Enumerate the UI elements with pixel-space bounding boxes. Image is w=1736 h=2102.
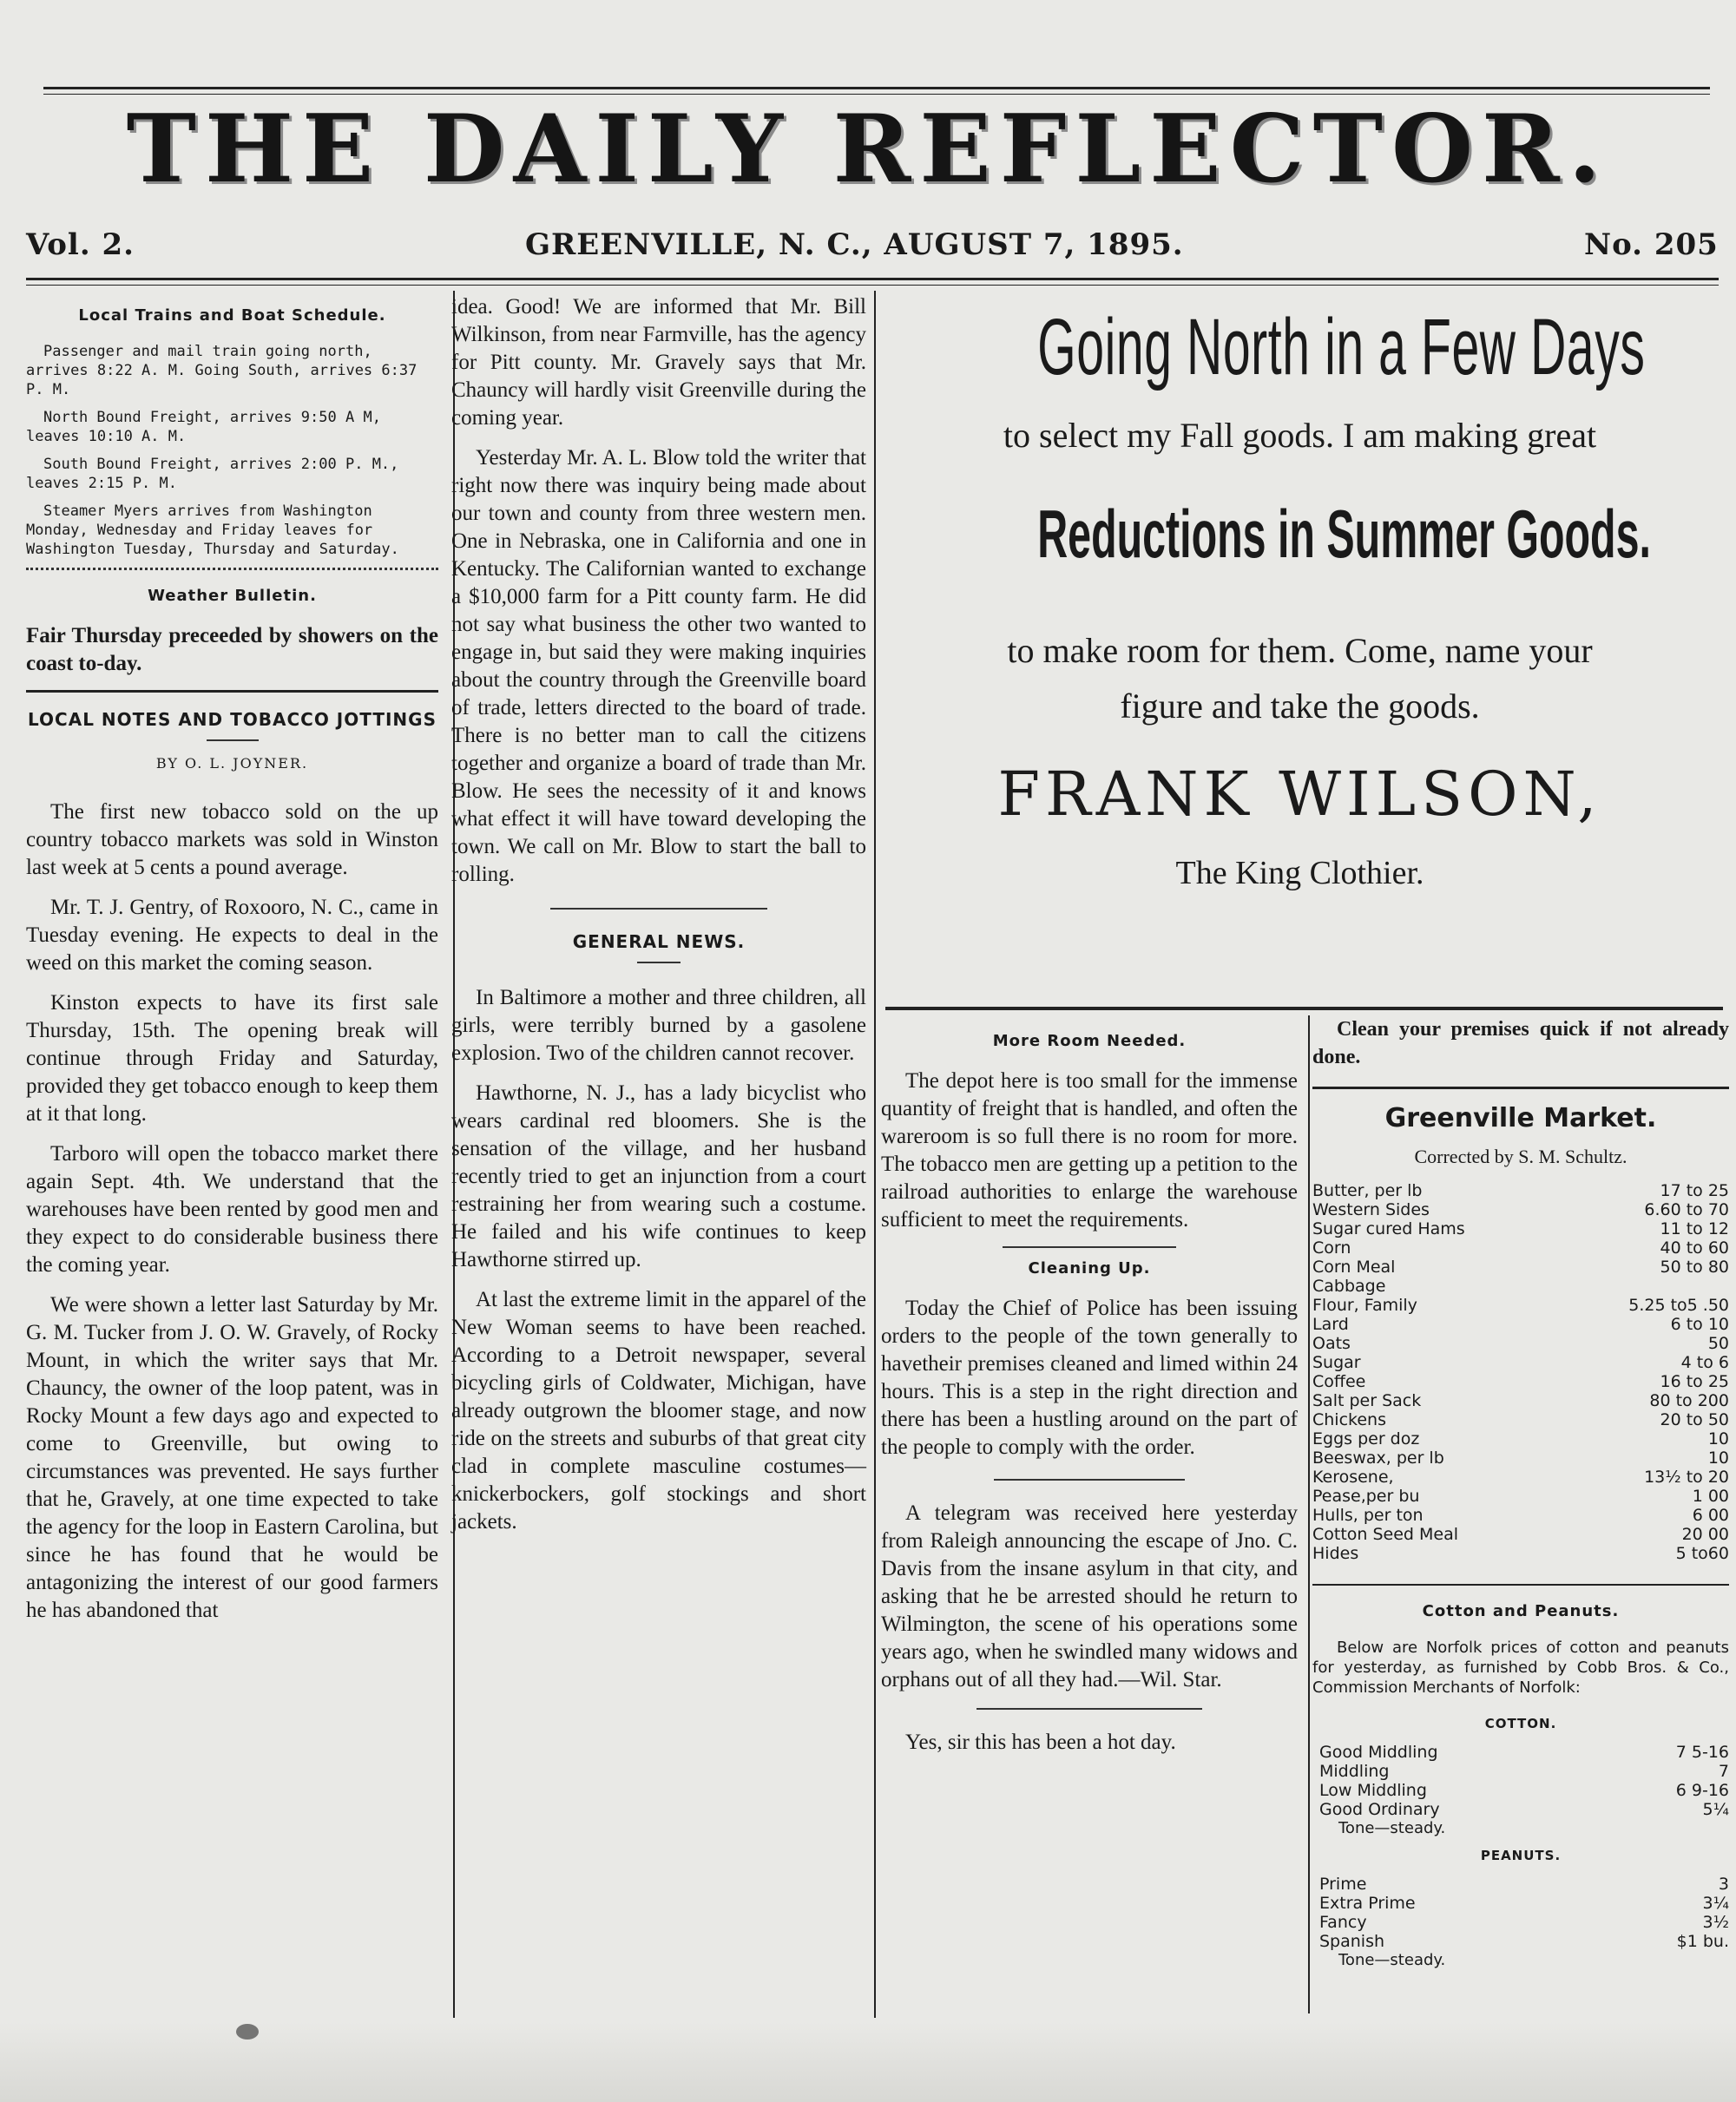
article-paragraph: The first new tobacco sold on the up country tobacco markets was sold in Winston last week at 5 cents a pound average.: [26, 800, 438, 879]
ad-merchant-name: FRANK WILSON,: [997, 759, 1602, 830]
article-paragraph: Tarboro will open the tobacco market there again Sept. 4th. We understand that the warehouses have been rented by good men and they expect to do considerable business there the coming year.: [26, 1142, 438, 1277]
price-item: Extra Prime: [1319, 1894, 1416, 1913]
peanut-table: [1312, 1875, 1729, 1951]
cleaning-heading: Cleaning Up.: [1028, 1259, 1151, 1278]
price-item: Eggs per doz: [1312, 1429, 1420, 1448]
volume-label: Vol. 2.: [26, 227, 135, 262]
ad-headline-2: Reductions in Summer Goods.: [1037, 496, 1651, 572]
price-item: Pease,per bu: [1312, 1487, 1420, 1506]
price-row: [1312, 1238, 1729, 1258]
price-row: [1312, 1506, 1729, 1525]
price-row: [1312, 1468, 1729, 1487]
schedule-item: Steamer Myers arrives from Washington Monday, Wednesday and Friday leaves for Washington Tuesday, Thursday and Saturday.: [26, 503, 399, 558]
ad-bottom-rule: [885, 1007, 1723, 1010]
price-item: Good Middling: [1319, 1743, 1438, 1762]
price-row: [1312, 1544, 1729, 1563]
price-row: [1312, 1315, 1729, 1334]
price-row: [1312, 1391, 1729, 1410]
price-item: Kerosene,: [1312, 1468, 1394, 1487]
article-paragraph: The depot here is too small for the immense quantity of freight that is handled, and often the wareroom is so full there is no room for more. The tobacco men are getting up a petition to the railroad authorities to enlarge the warehouse sufficient to meet the requirements.: [881, 1069, 1298, 1232]
price-item: Low Middling: [1319, 1781, 1427, 1800]
price-value: 6 9-16: [1675, 1781, 1729, 1800]
short-rule: [976, 1708, 1202, 1710]
price-row: [1312, 1219, 1729, 1238]
price-value: 10: [1707, 1429, 1729, 1448]
price-value: 4 to 6: [1680, 1353, 1729, 1372]
ad-line-2b: figure and take the goods.: [1120, 686, 1480, 726]
price-row: [1312, 1258, 1729, 1277]
price-item: Cabbage: [1312, 1277, 1386, 1296]
price-value: 6 to 10: [1670, 1315, 1729, 1334]
local-notes-heading: LOCAL NOTES AND TOBACCO JOTTINGS: [28, 709, 437, 730]
ad-headline: Going North in a Few Days: [1037, 303, 1646, 391]
article-paragraph: Hawthorne, N. J., has a lady bicyclist who wears cardinal red bloomers. She is the sensation of the village, and her husband recently tried to get an injunction from a court restraining her from wearing such a costume. He failed and his wife continues to keep Hawthorne stirred up.: [451, 1081, 866, 1271]
wavy-divider: [26, 568, 438, 570]
schedule-list: [26, 342, 438, 559]
price-value: 7: [1718, 1762, 1729, 1781]
price-item: Oats: [1312, 1334, 1351, 1353]
price-value: 7 5-16: [1675, 1743, 1729, 1762]
masthead-title: THE DAILY REFLECTOR.: [126, 95, 1610, 204]
byline: BY O. L. JOYNER.: [155, 755, 309, 772]
article-paragraph: Yesterday Mr. A. L. Blow told the writer that right now there was inquiry being made about our town and county from three western men. One in Nebraska, one in California and one in Kentucky. The Californian wanted to exchange a $10,000 farm for a Pitt county farm. He did not say what business the other two wanted to engage in, but said they were making inquiries about the country through the Greenville board of trade, letters directed to the board of trade. There is no better man to call the citizens together and organize a board of trade than Mr. Blow. He sees the necessity of it and knows what effect it will have toward developing the town. We call on Mr. Blow to start the ball to rolling.: [451, 446, 866, 886]
price-row: [1312, 1353, 1729, 1372]
price-row: [1312, 1429, 1729, 1448]
article-paragraph: Kinston expects to have its first sale Thursday, 15th. The opening break will continue through Friday and Saturday, provided they get tobacco enough to keep them at it that long.: [26, 991, 438, 1126]
price-value: 20 00: [1681, 1525, 1729, 1544]
price-row: [1312, 1448, 1729, 1468]
price-item: Fancy: [1319, 1913, 1367, 1932]
price-row: [1319, 1875, 1729, 1894]
price-item: Coffee: [1312, 1372, 1366, 1391]
schedule-item: Passenger and mail train going north, arrives 8:22 A. M. Going South, arrives 6:37 P. M.: [26, 343, 418, 398]
price-value: 17 to 25: [1660, 1181, 1729, 1200]
price-item: Chickens: [1312, 1410, 1386, 1429]
price-value: 5.25 to5 .50: [1628, 1296, 1729, 1315]
price-row: [1319, 1932, 1729, 1951]
price-item: Cotton Seed Meal: [1312, 1525, 1459, 1544]
page-bottom-edge: [0, 2022, 1736, 2102]
price-row: [1312, 1181, 1729, 1200]
section-rule: [26, 690, 438, 693]
price-row: [1312, 1200, 1729, 1219]
schedule-item: North Bound Freight, arrives 9:50 A M, leaves 10:10 A. M.: [26, 409, 381, 445]
price-value: 3: [1718, 1875, 1729, 1894]
cotton-heading: Cotton and Peanuts.: [1422, 1602, 1620, 1620]
price-item: Lard: [1312, 1315, 1349, 1334]
price-item: Prime: [1319, 1875, 1367, 1894]
cotton-table: [1312, 1743, 1729, 1819]
price-value: 80 to 200: [1649, 1391, 1729, 1410]
issue-number: No. 205: [1584, 227, 1719, 262]
peanuts-label: PEANUTS.: [1480, 1848, 1562, 1863]
article-paragraph: Mr. T. J. Gentry, of Roxooro, N. C., came in Tuesday evening. He expects to deal in the weed on this market the coming season.: [26, 896, 438, 975]
price-item: Spanish: [1319, 1932, 1385, 1951]
price-value: 6 00: [1692, 1506, 1729, 1525]
price-value: $1 bu.: [1676, 1932, 1729, 1951]
short-rule: [637, 962, 681, 963]
price-row: [1319, 1762, 1729, 1781]
article-paragraph: idea. Good! We are informed that Mr. Bill Wilkinson, from near Farmville, has the agency for Pitt county. Mr. Gravely says that Mr. Chauncy will hardly visit Greenville during the coming year.: [451, 295, 866, 430]
ad-tagline: The King Clothier.: [1175, 855, 1424, 891]
price-value: 3½: [1702, 1913, 1729, 1932]
price-item: Sugar: [1312, 1353, 1361, 1372]
dateline-rule: [26, 278, 1719, 280]
price-value: 11 to 12: [1660, 1219, 1729, 1238]
column-3: [881, 1024, 1298, 1769]
section-rule: [1312, 1087, 1729, 1089]
schedule-heading: Local Trains and Boat Schedule.: [78, 306, 386, 325]
price-item: Good Ordinary: [1319, 1800, 1440, 1819]
advertisement: [877, 299, 1723, 895]
price-item: Sugar cured Hams: [1312, 1219, 1465, 1238]
market-heading: Greenville Market.: [1384, 1103, 1657, 1133]
price-row: [1319, 1913, 1729, 1932]
price-row: [1319, 1781, 1729, 1800]
short-rule: [207, 739, 259, 741]
article-paragraph: At last the extreme limit in the apparel of the New Woman seems to have been reached. According to a Detroit newspaper, several bicycling girls of Coldwater, Michigan, have already outgrown the bloomer stage, and now ride on the streets and suburbs of that great city clad in complete masculine costumes—knickerbockers, golf stockings and short jackets.: [451, 1288, 866, 1534]
price-row: [1312, 1410, 1729, 1429]
price-item: Corn: [1312, 1238, 1351, 1258]
section-rule: [1312, 1584, 1729, 1586]
ad-line-1: to select my Fall goods. I am making great: [1003, 416, 1597, 455]
top-rule: [43, 87, 1710, 89]
peanuts-tone: Tone—steady.: [1338, 1951, 1446, 1969]
price-value: 1 00: [1692, 1487, 1729, 1506]
short-rule: [1003, 1246, 1176, 1248]
market-corrected: Corrected by S. M. Schultz.: [1414, 1146, 1628, 1167]
price-row: [1312, 1487, 1729, 1506]
dateline-rule-thin: [26, 285, 1719, 286]
price-row: [1319, 1743, 1729, 1762]
price-row: [1312, 1525, 1729, 1544]
column-divider-3: [1308, 1015, 1310, 2013]
schedule-item: South Bound Freight, arrives 2:00 P. M., leaves 2:15 P. M.: [26, 456, 399, 492]
price-value: 6.60 to 70: [1644, 1200, 1729, 1219]
price-item: Salt per Sack: [1312, 1391, 1422, 1410]
weather-text: Fair Thursday preceeded by showers on the coast to-day.: [26, 624, 438, 675]
price-item: Western Sides: [1312, 1200, 1430, 1219]
short-rule: [550, 908, 767, 910]
dateline: GREENVILLE, N. C., AUGUST 7, 1895.: [525, 227, 1184, 262]
price-value: 20 to 50: [1660, 1410, 1729, 1429]
column-1: [26, 295, 438, 1637]
column-divider-2: [874, 291, 876, 2018]
market-table: [1312, 1181, 1729, 1563]
column-4: [1312, 1015, 1729, 1970]
price-value: 5 to60: [1675, 1544, 1729, 1563]
price-item: Hides: [1312, 1544, 1359, 1563]
price-row: [1312, 1296, 1729, 1315]
price-value: 13½ to 20: [1644, 1468, 1729, 1487]
cotton-tone: Tone—steady.: [1338, 1819, 1446, 1837]
price-item: Flour, Family: [1312, 1296, 1417, 1315]
cotton-intro: Below are Norfolk prices of cotton and peanuts for yesterday, as furnished by Cobb Bros. & Co., Commission Merchants of Norfolk:: [1312, 1639, 1729, 1697]
price-row: [1319, 1894, 1729, 1913]
price-value: 10: [1707, 1448, 1729, 1468]
article-paragraph: A telegram was received here yesterday from Raleigh announcing the escape of Jno. C. Davis from the insane asylum in that city, and asking that he be arrested should he return to Wilmington, the scene of his operations some years ago, when he swindled many widows and orphans out of all they had.—Wil. Star.: [881, 1501, 1298, 1691]
article-paragraph: Clean your premises quick if not already done.: [1312, 1018, 1729, 1068]
price-value: 16 to 25: [1660, 1372, 1729, 1391]
general-news-heading: GENERAL NEWS.: [572, 931, 746, 952]
price-value: 3¼: [1702, 1894, 1729, 1913]
room-heading: More Room Needed.: [992, 1032, 1187, 1050]
weather-heading: Weather Bulletin.: [148, 587, 317, 605]
price-value: 50: [1707, 1334, 1729, 1353]
cotton-label: COTTON.: [1484, 1716, 1557, 1731]
price-row: [1319, 1800, 1729, 1819]
price-item: Corn Meal: [1312, 1258, 1396, 1277]
article-paragraph: Yes, sir this has been a hot day.: [905, 1731, 1176, 1754]
short-rule: [994, 1479, 1185, 1481]
price-row: [1312, 1372, 1729, 1391]
price-item: Butter, per lb: [1312, 1181, 1423, 1200]
column-2: [451, 293, 866, 1548]
price-row: [1312, 1334, 1729, 1353]
price-value: 5¼: [1702, 1800, 1729, 1819]
price-item: Hulls, per ton: [1312, 1506, 1424, 1525]
ink-blot: [236, 2024, 259, 2040]
price-item: Middling: [1319, 1762, 1390, 1781]
article-paragraph: We were shown a letter last Saturday by Mr. G. M. Tucker from J. O. W. Gravely, of Rocky Mount, in which the writer says that Mr. Chauncy, the owner of the loop patent, was in Rocky Mount a few days ago and expected to come to Greenville, but owing to circumstances was prevented. He says further that he, Gravely, at one time expected to take the agency for the loop in Eastern Carolina, but since he has found that he would be antagonizing the interest of our good farmers he has abandoned that: [26, 1293, 438, 1622]
ad-line-2a: to make room for them. Come, name your: [1007, 631, 1593, 670]
price-value: 40 to 60: [1660, 1238, 1729, 1258]
price-value: 50 to 80: [1660, 1258, 1729, 1277]
article-paragraph: In Baltimore a mother and three children, all girls, were terribly burned by a gasolene explosion. Two of the children cannot recover.: [451, 986, 866, 1065]
price-item: Beeswax, per lb: [1312, 1448, 1444, 1468]
price-row: [1312, 1277, 1729, 1296]
article-paragraph: Today the Chief of Police has been issuing orders to the people of the town generally to havetheir premises cleaned and limed within 24 hours. This is a step in the right direction and there has been a hustling around on the part of the people to comply with the order.: [881, 1297, 1298, 1459]
